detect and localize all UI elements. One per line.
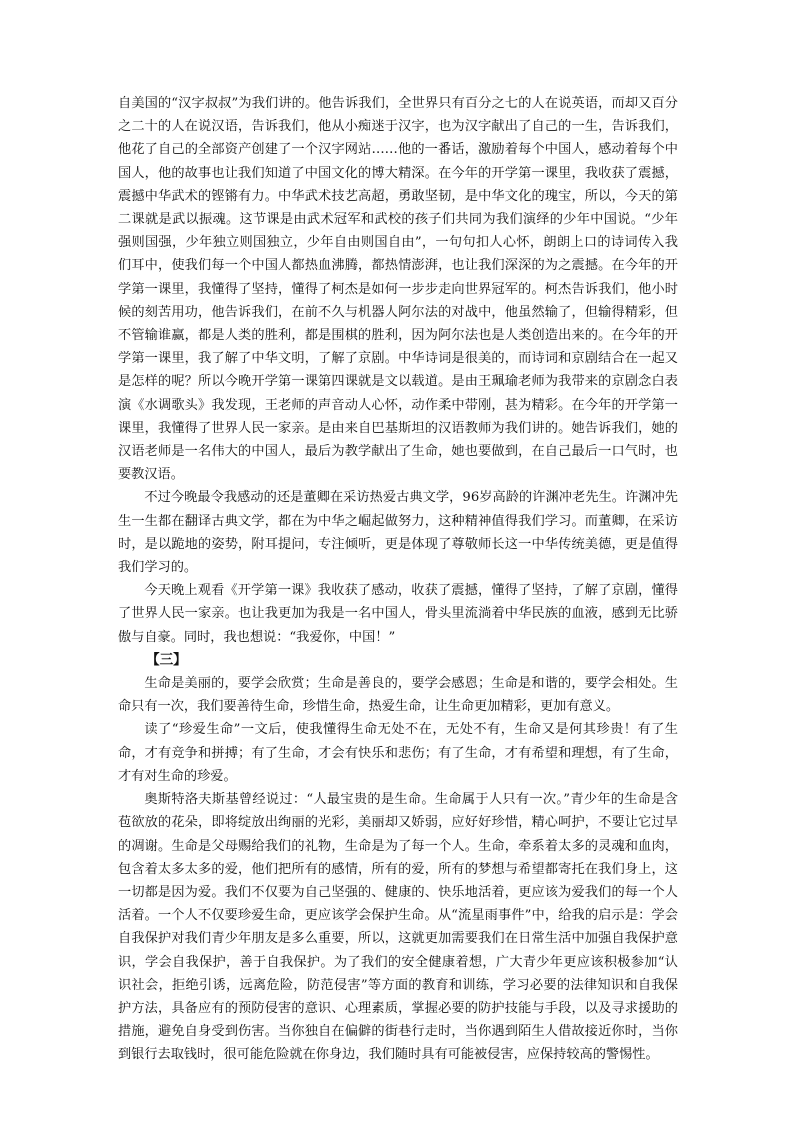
- paragraph-2: 不过今晚最令我感动的还是董卿在采访热爱古典文学，96岁高龄的许渊冲老先生。许渊冲先生一生都在翻译古典文学，都在为中华之崛起做努力，这种精神值得我们学习。而董卿，在采访时，是以跪地的姿势，附耳提问，专注倾听，更是体现了尊敬师长这一中华传统美德，更是值得我们学习的。: [118, 490, 678, 576]
- section-paragraph-3: 奥斯特洛夫斯基曾经说过：“人最宝贵的是生命。生命属于人只有一次。”青少年的生命是含苞欲放的花朵，即将绽放出绚丽的光彩，美丽却又娇弱，应好好珍惜，精心呵护，不要让它过早的凋谢。生命是父母赐给我们的礼物，生命是为了每一个人。生命，牵系着太多的灵魂和血肉，包含着太多太多的爱，他们把所有的感情，所有的爱，所有的梦想与希望都寄托在我们身上，这一切都是因为爱。我们不仅要为自己坚强的、健康的、快乐地活着，更应该为爱我们的每一个人活着。一个人不仅要珍爱生命，更应该学会保护生命。从“流星雨事件”中，给我的启示是：学会自我保护对我们青少年朋友是多么重要，所以，这就更加需要我们在日常生活中加强自我保护意识，学会自我保护，善于自我保护。为了我们的安全健康着想，广大青少年更应该积极参加“认识社会，拒绝引诱，远离危险，防范侵害”等方面的教育和训练，学习必要的法律知识和自我保护方法，具备应有的预防侵害的意识、心理素质，掌握必要的防护技能与手段，以及寻求援助的措施，避免自身受到伤害。当你独自在偏僻的街巷行走时，当你遇到陌生人借故接近你时，当你到银行去取钱时，很可能危险就在你身边，我们随时具有可能被侵害，应保持较高的警惕性。: [118, 792, 678, 1063]
- section-paragraph-2: 读了“珍爱生命”一文后，使我懂得生命无处不在，无处不有，生命又是何其珍贵！有了生命，才有竞争和拼搏；有了生命，才会有快乐和悲伤；有了生命，才有希望和理想，有了生命，才有对生命的珍爱。: [118, 722, 678, 784]
- paragraph-3: 今天晚上观看《开学第一课》我收获了感动，收获了震撼，懂得了坚持，了解了京剧，懂得了世界人民一家亲。也让我更加为我是一名中国人，骨头里流淌着中华民族的血液，感到无比骄傲与自豪。同时，我也想说：“我爱你，中国！”: [118, 583, 678, 645]
- paragraph-1: 自美国的“汉字叔叔”为我们讲的。他告诉我们，全世界只有百分之七的人在说英语，而却又百分之二十的人在说汉语，告诉我们，他从小痴迷于汉字，也为汉字献出了自己的一生，告诉我们，他花了自己的全部资产创建了一个汉字网站……他的一番话，激励着每个中国人，感动着每个中国人，他的故事也让我们知道了中国文化的博大精深。在今年的开学第一课里，我收获了震撼，震撼中华武术的铿锵有力。中华武术技艺高超，勇敢坚韧，是中华文化的瑰宝，所以，今天的第二课就是武以振魂。这节课是由武术冠军和武校的孩子们共同为我们演绎的少年中国说。“少年强则国强，少年独立则国独立，少年自由则国自由”，一句句扣人心怀，朗朗上口的诗词传入我们耳中，使我们每一个中国人都热血沸腾，都热情澎湃，也让我们深深的为之震撼。在今年的开学第一课里，我懂得了坚持，懂得了柯杰是如何一步步走向世界冠军的。柯杰告诉我们，他小时候的刻苦用功，他告诉我们，在前不久与机器人阿尔法的对战中，他虽然输了，但输得精彩，但不管输谁赢，都是人类的胜利，都是围棋的胜利，因为阿尔法也是人类创造出来的。在今年的开学第一课里，我了解了中华文明，了解了京剧。中华诗词是很美的，而诗词和京剧结合在一起又是怎样的呢？所以今晚开学第一课第四课就是文以载道。是由王珮瑜老师为我带来的京剧念白表演《水调歌头》我发现，王老师的声音动人心怀，动作柔中带刚，甚为精彩。在今年的开学第一课里，我懂得了世界人民一家亲。是由来自巴基斯坦的汉语教师为我们讲的。她告诉我们，她的汉语老师是一名伟大的中国人，最后为教学献出了生命，她也要做到，在自己最后一口气时，也要教汉语。: [118, 96, 678, 483]
- document-page: [118, 92, 678, 1067]
- section-heading: 【三】: [146, 651, 187, 668]
- section-paragraph-1: 生命是美丽的，要学会欣赏；生命是善良的，要学会感恩；生命是和谐的，要学会相处。生命只有一次，我们要善待生命，珍惜生命，热爱生命，让生命更加精彩，更加有意义。: [118, 676, 678, 715]
